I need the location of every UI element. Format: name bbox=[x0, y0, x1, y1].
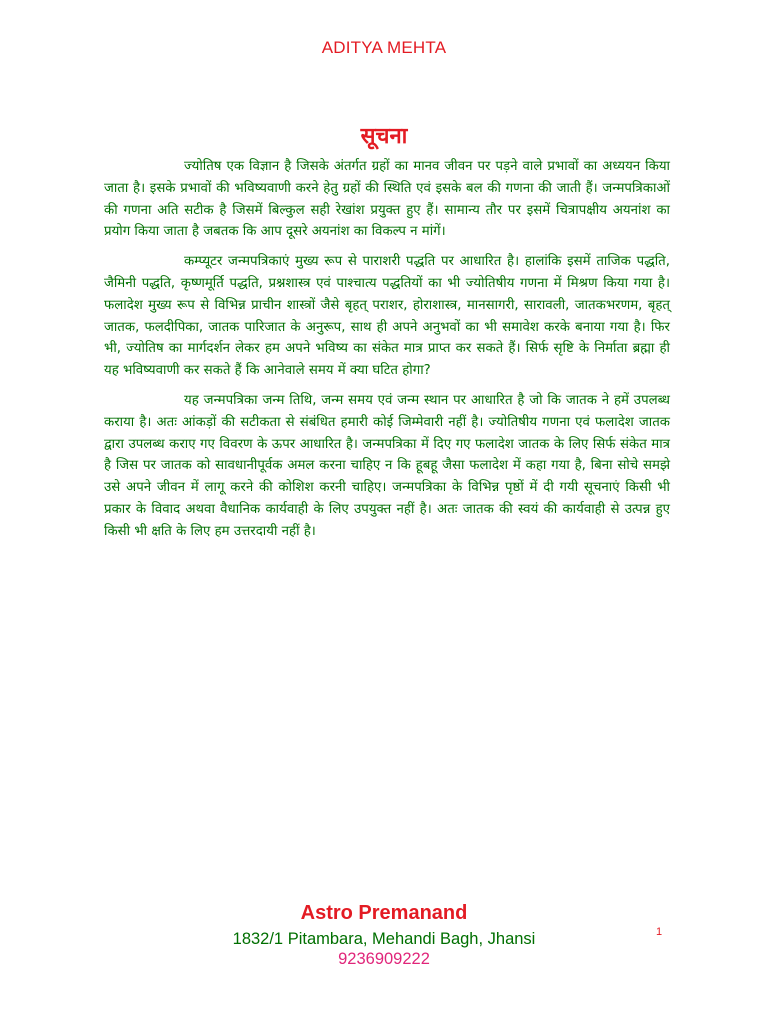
notice-body bbox=[104, 156, 670, 551]
page-number: 1 bbox=[656, 926, 663, 938]
paragraph-3: यह जन्मपत्रिका जन्म तिथि, जन्म समय एवं जन्म स्थान पर आधारित है जो कि जातक ने हमें उपलब्ध कराया है। अतः आंकड़ों की सटीकता से संबंधित हमारी कोई जिम्मेवारी नहीं है। ज्योतिषीय गणना एवं फलादेश जातक द्वारा उपलब्ध कराए गए विवरण के ऊपर आधारित है। जन्मपत्रिका में दिए गए फलादेश जातक के लिए सिर्फ संकेत मात्र है जिस पर जातक को सावधानीपूर्वक अमल करना चाहिए न कि हूबहू जैसा फलादेश में कहा गया है, बिना सोचे समझे उसे अपने जीवन में लागू करने की कोशिश करनी चाहिए। जन्मपत्रिका के विभिन्न पृष्ठों में दी गयी सूचनाएं किसी भी प्रकार के विवाद अथवा वैधानिक कार्यवाही के लिए उपयुक्त नहीं है। अतः जातक की स्वयं की कार्यवाही से उत्पन्न हुए किसी भी क्षति के लिए हम उत्तरदायी नहीं है। bbox=[104, 392, 670, 539]
paragraph-1: ज्योतिष एक विज्ञान है जिसके अंतर्गत ग्रहों का मानव जीवन पर पड़ने वाले प्रभावों का अध्ययन किया जाता है। इसके प्रभावों की भविष्यवाणी करने हेतु ग्रहों की स्थिति एवं इसके बल की गणना की जाती हैं। जन्मपत्रिकाओं की गणना अति सटीक है जिसमें बिल्कुल सही रेखांश प्रयुक्त हुए हैं। सामान्य तौर पर इसमें चित्रापक्षीय अयनांश का प्रयोग किया जाता है जबतक कि आप दूसरे अयनांश का विकल्प न मांगें। bbox=[104, 159, 670, 240]
page-title: सूचना bbox=[360, 124, 408, 149]
header-client-name: ADITYA MEHTA bbox=[321, 38, 447, 57]
footer-address: 1832/1 Pitambara, Mehandi Bagh, Jhansi bbox=[232, 930, 536, 948]
footer-phone: 9236909222 bbox=[338, 950, 430, 968]
paragraph-2: कम्प्यूटर जन्मपत्रिकाएं मुख्य रूप से पाराशरी पद्धति पर आधारित है। हालांकि इसमें ताजिक पद्धति, जैमिनी पद्धति, कृष्णमूर्ति पद्धति, प्रश्नशास्त्र एवं पाश्चात्य पद्धतियों का भी ज्योतिषीय गणना में मिश्रण किया गया है। फलादेश मुख्य रूप से विभिन्न प्राचीन शास्त्रों जैसे बृहत् पराशर, होराशास्त्र, मानसागरी, सारावली, जातकभरणम, बृहत् जातक, फलदीपिका, जातक पारिजात के अनुरूप, साथ ही अपने अनुभवों का भी समावेश करके बनाया गया है। फिर भी, ज्योतिष का मार्गदर्शन लेकर हम अपने भविष्य का संकेत मात्र प्राप्त कर सकते हैं। सिर्फ सृष्टि के निर्माता ब्रह्मा ही यह भविष्यवाणी कर सकते हैं कि आनेवाले समय में क्या घटित होगा? bbox=[104, 254, 670, 379]
footer-brand-name: Astro Premanand bbox=[300, 902, 468, 924]
